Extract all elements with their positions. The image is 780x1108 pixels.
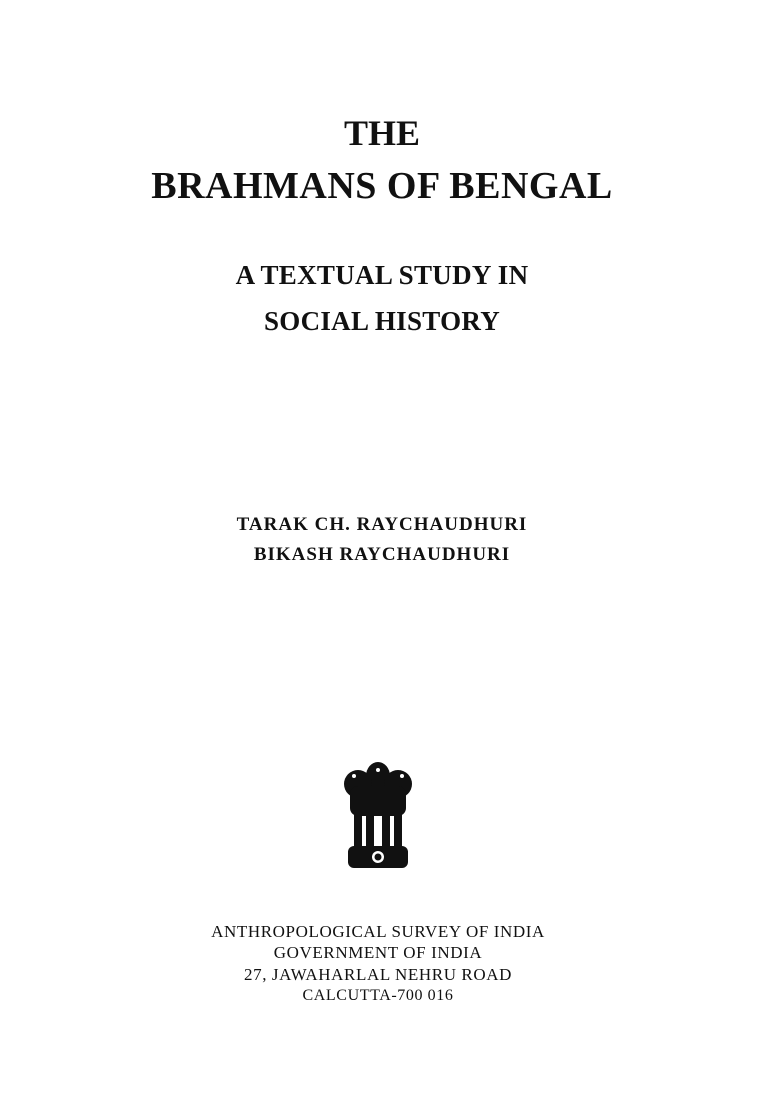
author-2: BIKASH RAYCHAUDHURI (253, 544, 511, 565)
publisher-city: CALCUTTA-700 016 (302, 987, 454, 1004)
state-emblem-icon (338, 758, 418, 876)
subtitle-line-1: A TEXTUAL STUDY IN (235, 260, 529, 290)
publisher-street: 27, JAWAHARLAL NEHRU ROAD (244, 965, 512, 984)
title-line-1: THE (343, 113, 421, 153)
author-1: TARAK CH. RAYCHAUDHURI (236, 514, 528, 535)
publisher-government: GOVERNMENT OF INDIA (273, 943, 483, 962)
book-title: BRAHMANS OF BENGAL (151, 165, 613, 207)
publisher-name: ANTHROPOLOGICAL SURVEY OF INDIA (211, 922, 545, 941)
subtitle-line-2: SOCIAL HISTORY (263, 306, 501, 336)
